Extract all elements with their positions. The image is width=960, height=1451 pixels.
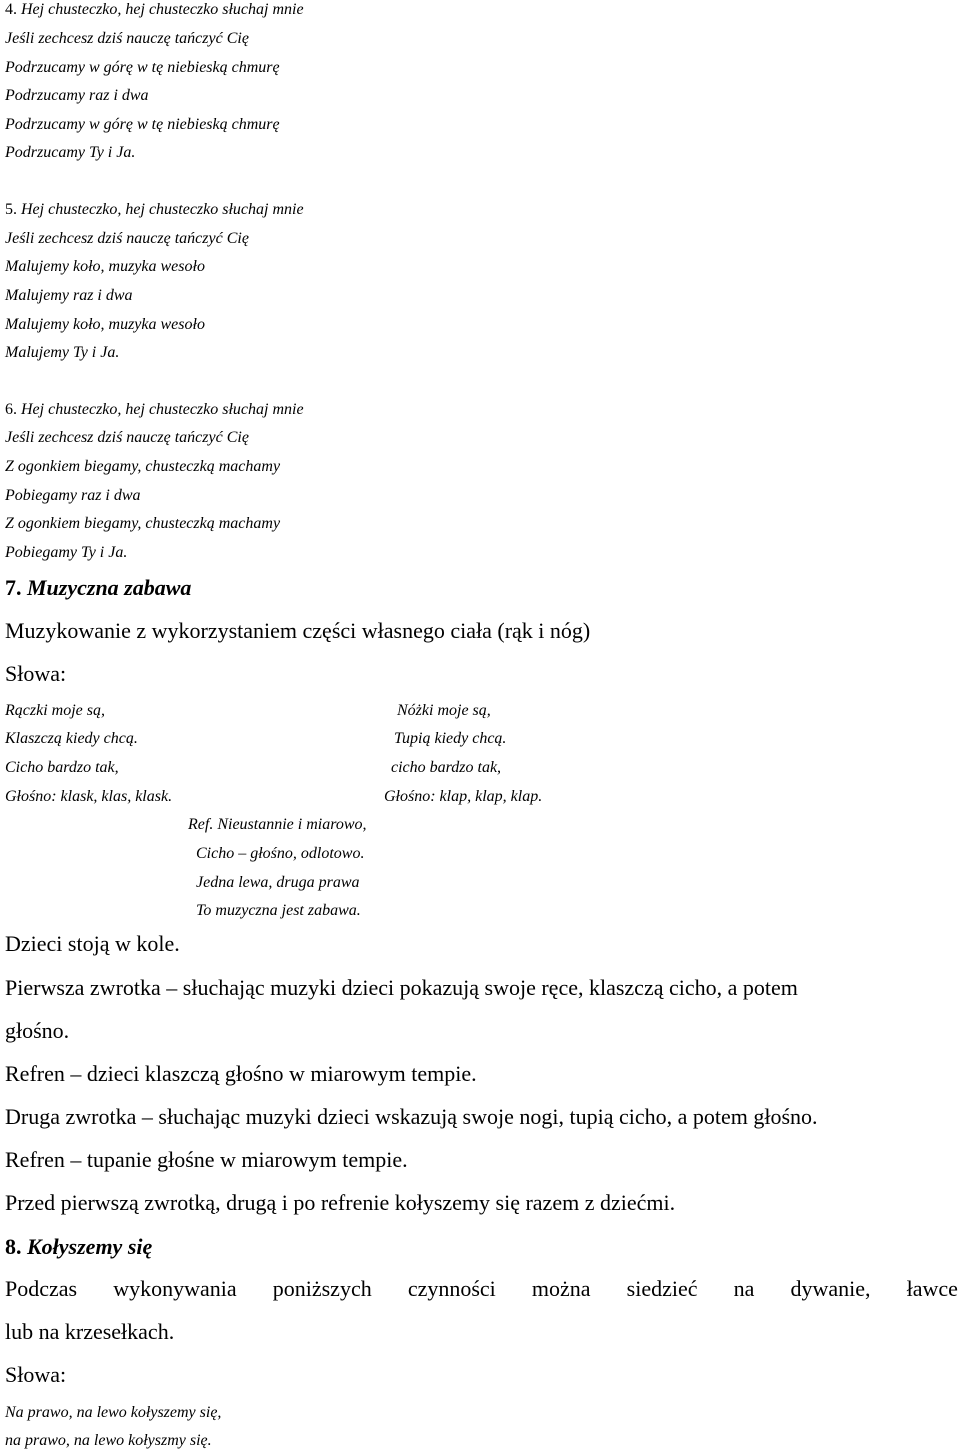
- verse-6-line-1: [5, 400, 304, 420]
- verse-4-number: 4.: [5, 1, 17, 18]
- verse-6-number: 6.: [5, 401, 17, 418]
- section-8-title: Kołyszemy się: [27, 1234, 153, 1259]
- section-7-heading: [5, 574, 191, 602]
- verse-6-line-4: Pobiegamy raz i dwa: [5, 487, 141, 504]
- verse-4-line-2: Jeśli zechcesz dziś nauczę tańczyć Cię: [5, 30, 249, 47]
- para-word: wykonywania: [113, 1276, 237, 1301]
- left-col-line-4: Głośno: klask, klas, klask.: [5, 788, 173, 805]
- verse-5-line-1: [5, 200, 304, 220]
- verse-4-line-6: Podrzucamy Ty i Ja.: [5, 144, 136, 161]
- section-7-number: 7.: [5, 575, 22, 600]
- para-word: na: [733, 1276, 755, 1301]
- section-7-subtitle: Muzykowanie z wykorzystaniem części własnego ciała (rąk i nóg): [5, 618, 591, 643]
- refrain-line-3: Jedna lewa, druga prawa: [196, 874, 360, 891]
- left-col-line-1: Rączki moje są,: [5, 702, 105, 719]
- para-word: dywanie,: [790, 1276, 871, 1301]
- right-col-line-3: cicho bardzo tak,: [391, 759, 502, 776]
- instruction-2-continued: głośno.: [5, 1018, 70, 1043]
- verse-6-line-3: Z ogonkiem biegamy, chusteczką machamy: [5, 458, 281, 475]
- verse-6-line-2: Jeśli zechcesz dziś nauczę tańczyć Cię: [5, 429, 249, 446]
- verse-4-line-4: Podrzucamy raz i dwa: [5, 87, 149, 104]
- verse-5-line-3: Malujemy koło, muzyka wesoło: [5, 258, 205, 275]
- verse-5-line-2: Jeśli zechcesz dziś nauczę tańczyć Cię: [5, 230, 249, 247]
- section-8-words-label: Słowa:: [5, 1362, 67, 1387]
- section-7-title: Muzyczna zabawa: [27, 575, 192, 600]
- verse-6-line-1-text: Hej chusteczko, hej chusteczko słuchaj mnie: [21, 401, 304, 418]
- para-word: Podczas: [5, 1276, 78, 1301]
- right-col-line-4: Głośno: klap, klap, klap.: [384, 788, 543, 805]
- section-8-paragraph-line-1: [5, 1275, 958, 1303]
- verse-5-line-6: Malujemy Ty i Ja.: [5, 344, 120, 361]
- verse-5-line-1-text: Hej chusteczko, hej chusteczko słuchaj mnie: [21, 201, 304, 218]
- para-word: można: [531, 1276, 591, 1301]
- para-word: czynności: [407, 1276, 496, 1301]
- left-col-line-2: Klaszczą kiedy chcą.: [5, 730, 138, 747]
- para-word: poniższych: [272, 1276, 372, 1301]
- section-7-words-label: Słowa:: [5, 661, 67, 686]
- verse-4-line-5: Podrzucamy w górę w tę niebieską chmurę: [5, 116, 280, 133]
- para-word: siedzieć: [626, 1276, 698, 1301]
- section-8-lyric-2: na prawo, na lewo kołyszmy się.: [5, 1432, 212, 1449]
- verse-5-line-4: Malujemy raz i dwa: [5, 287, 133, 304]
- refrain-line-1: Ref. Nieustannie i miarowo,: [188, 816, 367, 833]
- verse-4-line-1-text: Hej chusteczko, hej chusteczko słuchaj mnie: [21, 1, 304, 18]
- right-col-line-1: Nóżki moje są,: [397, 702, 491, 719]
- instruction-1: Dzieci stoją w kole.: [5, 931, 180, 956]
- refrain-line-2: Cicho – głośno, odlotowo.: [196, 845, 365, 862]
- verse-6-line-5: Z ogonkiem biegamy, chusteczką machamy: [5, 515, 281, 532]
- instruction-2: Pierwsza zwrotka – słuchając muzyki dzieci pokazują swoje ręce, klaszczą cicho, a potem: [5, 975, 798, 1000]
- section-8-heading: [5, 1233, 152, 1261]
- section-8-paragraph-line-2: lub na krzesełkach.: [5, 1319, 175, 1344]
- verse-4-line-1: [5, 0, 304, 20]
- para-word: ławce: [906, 1276, 958, 1301]
- verse-4-line-3: Podrzucamy w górę w tę niebieską chmurę: [5, 59, 280, 76]
- refrain-line-4: To muzyczna jest zabawa.: [196, 902, 361, 919]
- instruction-5: Refren – tupanie głośne w miarowym tempie.: [5, 1147, 408, 1172]
- verse-5-line-5: Malujemy koło, muzyka wesoło: [5, 316, 205, 333]
- section-8-lyric-1: Na prawo, na lewo kołyszemy się,: [5, 1404, 222, 1421]
- instruction-4: Druga zwrotka – słuchając muzyki dzieci wskazują swoje nogi, tupią cicho, a potem głośno.: [5, 1104, 818, 1129]
- instruction-6: Przed pierwszą zwrotką, drugą i po refrenie kołyszemy się razem z dziećmi.: [5, 1190, 676, 1215]
- verse-5-number: 5.: [5, 201, 17, 218]
- instruction-3: Refren – dzieci klaszczą głośno w miarowym tempie.: [5, 1061, 477, 1086]
- right-col-line-2: Tupią kiedy chcą.: [394, 730, 507, 747]
- left-col-line-3: Cicho bardzo tak,: [5, 759, 119, 776]
- section-8-number: 8.: [5, 1234, 22, 1259]
- verse-6-line-6: Pobiegamy Ty i Ja.: [5, 544, 128, 561]
